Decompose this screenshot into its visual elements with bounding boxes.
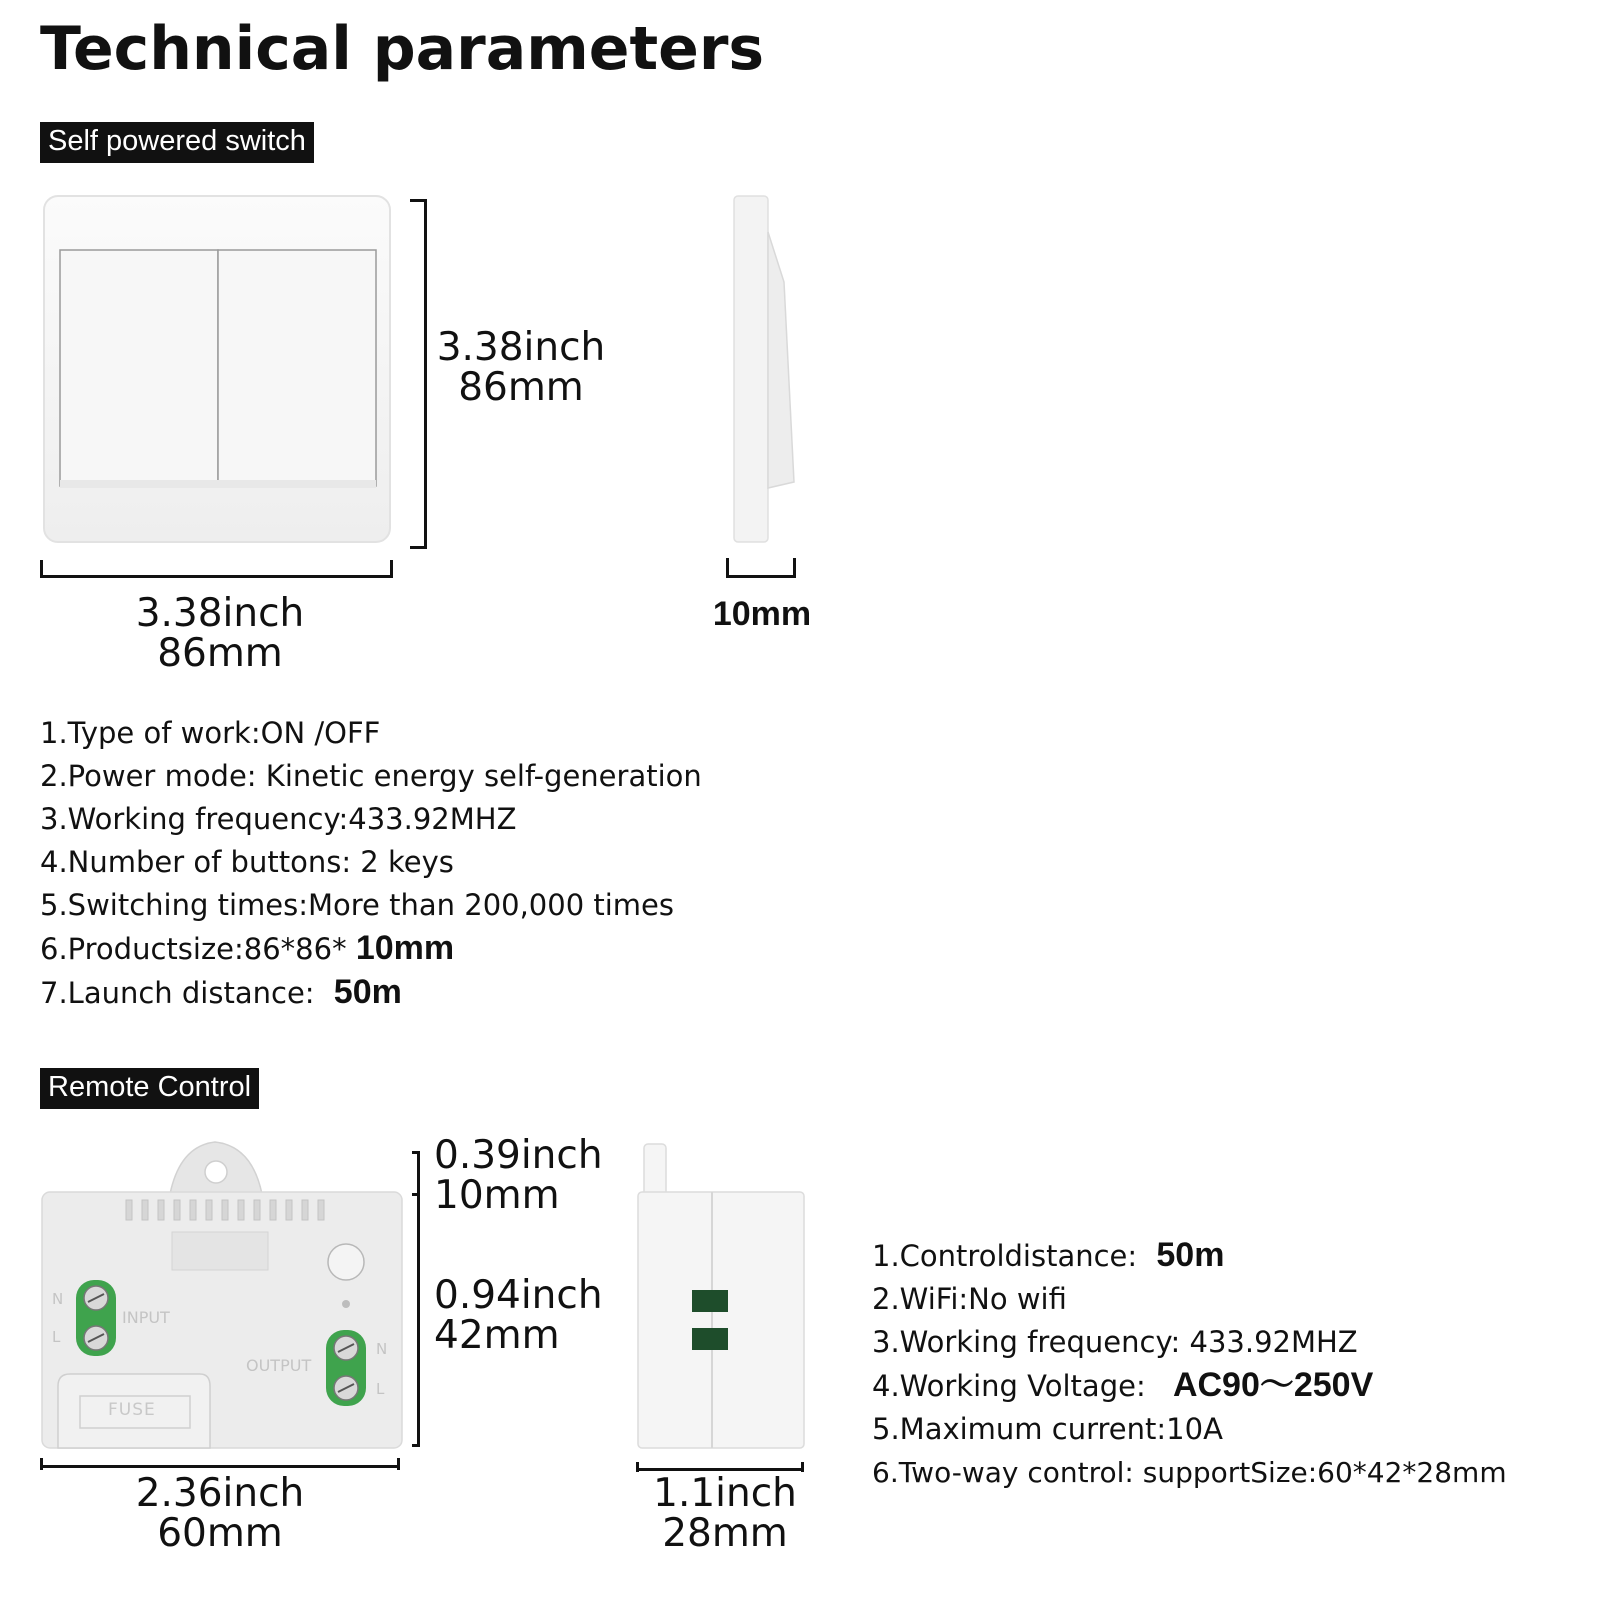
remote-spec-4-value: AC90～250V xyxy=(1172,1366,1374,1404)
switch-spec-1: 1.Type of work:ON /OFF xyxy=(40,716,381,750)
switch-spec-6-value: 10mm xyxy=(355,929,455,967)
switch-section-tag: Self powered switch xyxy=(40,122,314,163)
input-l-label: L xyxy=(52,1328,61,1346)
switch-spec-2: 2.Power mode: Kinetic energy self-generation xyxy=(40,759,702,793)
remote-section-tag: Remote Control xyxy=(40,1068,259,1109)
output-n-label: N xyxy=(376,1340,388,1358)
switch-width-mm: 86mm xyxy=(157,631,283,676)
status-led-top xyxy=(692,1290,728,1312)
switch-spec-4: 4.Number of buttons: 2 keys xyxy=(40,845,454,879)
switch-spec-list xyxy=(40,712,702,1015)
remote-spec-5: 5.Maximum current:10A xyxy=(872,1412,1223,1446)
remote-spec-1: 1.Controldistance: 50m xyxy=(872,1236,1225,1274)
remote-side-image xyxy=(634,1140,810,1455)
remote-front-image xyxy=(40,1138,410,1453)
input-n-label: N xyxy=(52,1290,64,1308)
switch-side-image xyxy=(728,192,808,552)
remote-height-mm: 42mm xyxy=(434,1313,560,1358)
remote-width-inch: 2.36inch xyxy=(135,1471,305,1516)
page-title: Technical parameters xyxy=(40,14,765,84)
remote-spec-2: 2.WiFi:No wifi xyxy=(872,1282,1067,1316)
remote-width-mm: 60mm xyxy=(157,1511,283,1556)
switch-width-inch: 3.38inch xyxy=(135,591,305,636)
switch-front-image xyxy=(40,192,400,552)
fuse-label: FUSE xyxy=(108,1400,156,1420)
switch-depth-label: 10mm xyxy=(712,595,812,633)
remote-spec-1-value: 50m xyxy=(1156,1236,1225,1274)
pair-button xyxy=(328,1244,364,1280)
remote-spec-4: 4.Working Voltage: AC90～250V xyxy=(872,1366,1374,1404)
input-label: INPUT xyxy=(122,1308,170,1327)
switch-height-inch: 3.38inch xyxy=(436,325,606,370)
remote-top-mm: 10mm xyxy=(434,1173,560,1218)
remote-top-inch: 0.39inch xyxy=(434,1133,603,1178)
switch-height-mm: 86mm xyxy=(458,365,584,410)
remote-depth-mm: 28mm xyxy=(662,1511,788,1556)
remote-spec-6: 6.Two-way control: supportSize:60*42*28mm xyxy=(872,1456,1507,1489)
switch-right-key xyxy=(218,250,376,486)
switch-spec-3: 3.Working frequency:433.92MHZ xyxy=(40,802,517,836)
switch-left-key xyxy=(60,250,218,486)
remote-spec-3: 3.Working frequency: 433.92MHZ xyxy=(872,1325,1358,1359)
remote-height-inch: 0.94inch xyxy=(434,1273,603,1318)
output-l-label: L xyxy=(376,1380,385,1398)
switch-spec-7: 7.Launch distance: 50m xyxy=(40,973,402,1011)
status-led-bottom xyxy=(692,1328,728,1350)
switch-spec-5: 5.Switching times:More than 200,000 times xyxy=(40,888,675,922)
switch-spec-7-value: 50m xyxy=(333,973,402,1011)
remote-spec-list xyxy=(872,1234,1507,1494)
output-label: OUTPUT xyxy=(246,1356,312,1375)
switch-spec-6: 6.Productsize:86*86* 10mm xyxy=(40,929,455,967)
remote-depth-inch: 1.1inch xyxy=(653,1471,797,1516)
